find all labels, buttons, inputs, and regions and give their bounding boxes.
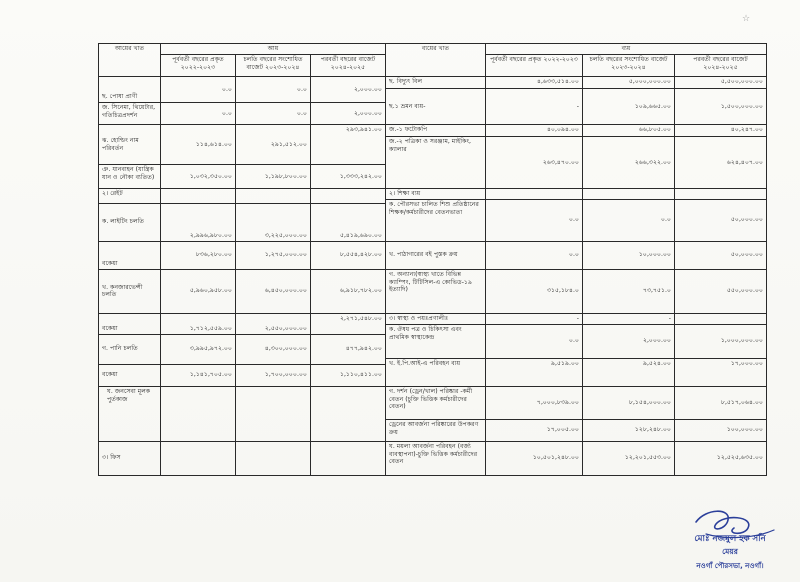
empty-cell [583, 189, 675, 200]
income-label: খ. কনজারভেন্সী চলতি [99, 269, 161, 313]
income-value: ২,৫৫০,০০০.০০ [236, 313, 311, 334]
expense-value: ৬২৪,৪০৭.০০ [675, 137, 767, 189]
expense-value: ১,৫০০,০০০.০০ [675, 89, 767, 125]
col-next-budget-expense: পরবর্তী বছরের বাজেট ২০২৪-২০২৫ [675, 55, 767, 77]
income-value: ১,৭০০,০০০.০০ [236, 364, 311, 386]
expense-value: ৭,০০০,৮৩৯.০০ [486, 386, 583, 419]
expense-head: ব্যয়ের খাত [386, 44, 486, 77]
stamp-office: নওগাঁ পৌরসভা, নওগাঁ। [696, 562, 764, 570]
expense-value: ১০০,০০০.০০ [675, 419, 767, 441]
income-label: বকেয়া [99, 241, 161, 269]
expense-value: ৫,৫০০,০০০.০০ [675, 77, 767, 89]
income-value: ৩,৯৯৫,৯৭২.০০ [161, 334, 236, 364]
income-label: জ. সিনেমা, থিয়েটার, গতিচিত্রপ্রদর্শন [99, 103, 161, 125]
empty-cell [236, 189, 311, 204]
expense-label: ছ. বিদ্যুৎ বিল [386, 77, 486, 89]
income-value: ১,০৩২,৩৫০.০০ [161, 165, 236, 189]
income-label: ঘ. জনসেবা মূলক পুর্তকাজ [99, 386, 161, 441]
income-label: ঝ. হোল্ডিং নাম পরিবর্তন [99, 125, 161, 165]
income-value: ৪৭৭,৯৪২.০০ [311, 334, 386, 364]
expense-value: - [486, 89, 583, 125]
budget-table [98, 43, 767, 476]
expense-value: ২৬৩,৪৭০.০০ [486, 137, 583, 189]
expense-value: ৫০,০০০.০০ [675, 241, 767, 269]
table-row [99, 241, 767, 269]
expense-value: ৫,০০০,০০০.০০ [583, 77, 675, 89]
expense-label: ক. ঔষধ পত্র ও চিকিৎসা এবং প্রাথমিক স্বাস্থ্যকেন্দ্র [386, 324, 486, 358]
expense-label: ঘ. ময়লা আবর্জনা পরিবহন (বর্জ্য ব্যবস্থাপনা)-চুক্তি ভিত্তিক কর্মচারীদের বেতন [386, 441, 486, 475]
income-value: ৬,৯১৮,৭৮২.০০ [311, 269, 386, 313]
expense-value: ১০,০০০.০০ [583, 241, 675, 269]
income-label: ক. লাইটিং চলতি [99, 203, 161, 241]
table-row [99, 189, 767, 200]
expense-label: জ.-২ পত্রিকা ও সরঞ্জাম, মাইকিং, ক্যালার [386, 137, 486, 189]
income-value: ২৯১,৫১২.০০ [236, 125, 311, 165]
empty-cell [675, 313, 767, 324]
empty-cell [161, 386, 236, 441]
expense-label: গ. অন্যান্য(স্বাস্থ্য খাতে বিভিন্ন ক্যাম্পিং, টিটিসিল-এ কোভিড-১৯ ইত্যাদি) [386, 269, 486, 313]
income-value: ০.০ [236, 77, 311, 103]
expense-value: ৯,৫১৯.০০ [486, 358, 583, 386]
income-value: ১১৪,৬১৪.০০ [161, 125, 236, 165]
income-value: ১,১১০,৪১১.০০ [311, 364, 386, 386]
expense-label: ৩। স্বাস্থ্য ও পয়ঃপ্রণালীঃ [386, 313, 486, 324]
expense-label: খ. পাঠাগারের বই পুস্তক ক্রয় [386, 241, 486, 269]
income-label: ঞ. যানবাহন (যান্ত্রিক যান ও নৌকা ব্যতিত) [99, 165, 161, 189]
income-value: ২,৯৯৬,৯৮০.০০ [161, 203, 236, 241]
income-value: ৮৩৬,২৮০.০০ [161, 241, 236, 269]
table-row [99, 125, 767, 137]
income-label: বকেয়া [99, 364, 161, 386]
expense-label: ছ.১ ভ্রমন ব্যয়- [386, 89, 486, 125]
stamp-name: মোঃ নজমুল হক সনি [694, 534, 766, 544]
income-value: ৬,৪৫০,০০০.০০ [236, 269, 311, 313]
income-value: ০.০ [236, 103, 311, 125]
expense-value: ৪,৬৩৩,৫১৪.০০ [486, 77, 583, 89]
income-label: গ. পানি চলতি [99, 334, 161, 364]
col-revised: চলতি বছরের সংশোধিত বাজেট ২০২৩-২০২৪ [236, 55, 311, 77]
expense-value: - [486, 313, 583, 324]
income-value: ৪,৩০০,০০০.০০ [236, 334, 311, 364]
table-row [99, 441, 767, 475]
income-value: ১,৭১২,৫৫৯.০০ [161, 313, 236, 334]
expense-value: ৫৫০,০০০.০০ [675, 269, 767, 313]
expense-value: ০.০ [486, 241, 583, 269]
expense-group: ব্যয় [486, 44, 767, 55]
income-value: ২,২৭১,৫৪৮.০০ [311, 313, 386, 334]
income-value: ৩,২২৫,০০০.০০ [236, 203, 311, 241]
expense-value: ১৭,০০০.০০ [675, 358, 767, 386]
empty-cell [675, 189, 767, 200]
income-label: ৩। ফিস [99, 441, 161, 475]
income-label: বকেয়া [99, 313, 161, 334]
income-value: ৫,৯৬০,৯৫৮.০০ [161, 269, 236, 313]
col-prev-actual: পূর্ববর্তী বছরের প্রকৃত ২০২২-২০২৩ [161, 55, 236, 77]
expense-value: ০.০ [583, 199, 675, 241]
expense-value: ০.০ [486, 199, 583, 241]
expense-label: ক. পৌরসভা চালিত শিশু প্রতিষ্ঠানের শিক্ষক/কর্মচারীদের বেতনভাতা [386, 199, 486, 241]
expense-label: গ. দর্শন (ড্রেন/খাল) পরিষ্কার -কর্মী বেতন (চুক্তি ভিত্তিক কর্মচারীদের বেতন) [386, 386, 486, 419]
expense-label: জ.-১ ফটোকপি [386, 125, 486, 137]
mayor-stamp [664, 532, 796, 572]
corner-mark: ☆ [742, 14, 751, 24]
col-revised-expense: চলতি বছরের সংশোধিত বাজেট ২০২৩-২০২৪ [583, 55, 675, 77]
income-value: ১,৩৩৩,২৪২.০০ [311, 165, 386, 189]
stamp-title: মেয়র [722, 547, 738, 556]
expense-value: - [583, 313, 675, 324]
expense-value: ৪০,২৪৭.০০ [675, 125, 767, 137]
expense-value: ১,০০০,০০০.০০ [675, 324, 767, 358]
income-value: ২৯৩,৯৪১.০০ [311, 125, 386, 165]
income-value: ১,১৪১,৭০৫.০০ [161, 364, 236, 386]
income-group: আয় [161, 44, 386, 55]
expense-value: ৪০,০৯৪.০০ [486, 125, 583, 137]
income-value: ১,২৭৫,০০০.০০ [236, 241, 311, 269]
expense-value: ২,০০০.০০ [583, 324, 675, 358]
income-value: ২,০০০.০০ [311, 103, 386, 125]
income-value: ১,১৯৮,৮০০.০০ [236, 165, 311, 189]
expense-value: ১২৮,২৪৮.০০ [583, 419, 675, 441]
income-value: ৫,৪১৯,৬৯০.০০ [311, 203, 386, 241]
table-row [99, 313, 767, 324]
expense-value: ৬৬,৮০৫.০০ [583, 125, 675, 137]
income-value: ০.০ [161, 77, 236, 103]
table-row [99, 269, 767, 313]
expense-value: ৮,১৫৪,০০০.০০ [583, 386, 675, 419]
table-row [99, 386, 767, 419]
income-value: ২,০০০.০০ [311, 77, 386, 103]
expense-value: ৫০,০০০.০০ [675, 199, 767, 241]
empty-cell [161, 189, 236, 204]
expense-value: ১৭,০০৫.০০ [486, 419, 583, 441]
expense-value: ১২,৫২৫,৬৩৫.০০ [675, 441, 767, 475]
expense-label: ড্রেনের আবর্জনা পরিষ্কারের উপকরণ ক্রয় [386, 419, 486, 441]
income-value: ৮,৫৫৪,৪২৮.০০ [311, 241, 386, 269]
empty-cell [236, 386, 311, 441]
expense-value: ২৬৬,৩২২.০০ [583, 137, 675, 189]
empty-cell [236, 441, 311, 475]
expense-value: ১২,২০১,৫৫৩.০০ [583, 441, 675, 475]
income-value: ০.০ [161, 103, 236, 125]
table-row [99, 77, 767, 89]
income-head: আয়ের খাত [99, 44, 161, 77]
empty-cell [161, 441, 236, 475]
expense-value: ৭৩,৭৫১.০ [583, 269, 675, 313]
empty-cell [311, 441, 386, 475]
expense-value: ৮,৫১৭,০৬৪.০০ [675, 386, 767, 419]
expense-label: খ. ই.পি.আই-এ পরিবহন ব্যয় [386, 358, 486, 386]
expense-value: ৩১৫,১৮৪.০ [486, 269, 583, 313]
empty-cell [311, 189, 386, 204]
income-label: ছ. পোষা প্রাণী [99, 77, 161, 103]
empty-cell [486, 189, 583, 200]
expense-value: ১০৯,৬৬৫.০০ [583, 89, 675, 125]
expense-value: ০.০ [486, 324, 583, 358]
income-label: ২। রেইট [99, 189, 161, 204]
empty-cell [311, 386, 386, 441]
expense-label: ২। শিক্ষা ব্যয় [386, 189, 486, 200]
expense-value: ৯,৫২৪.০০ [583, 358, 675, 386]
expense-value: ১০,৫০১,২৪৮.০০ [486, 441, 583, 475]
col-next-budget: পরবর্তী বছরের বাজেট ২০২৪-২০২৫ [311, 55, 386, 77]
col-prev-actual-expense: পূর্ববর্তী বছরের প্রকৃত ২০২২-২০২৩ [486, 55, 583, 77]
